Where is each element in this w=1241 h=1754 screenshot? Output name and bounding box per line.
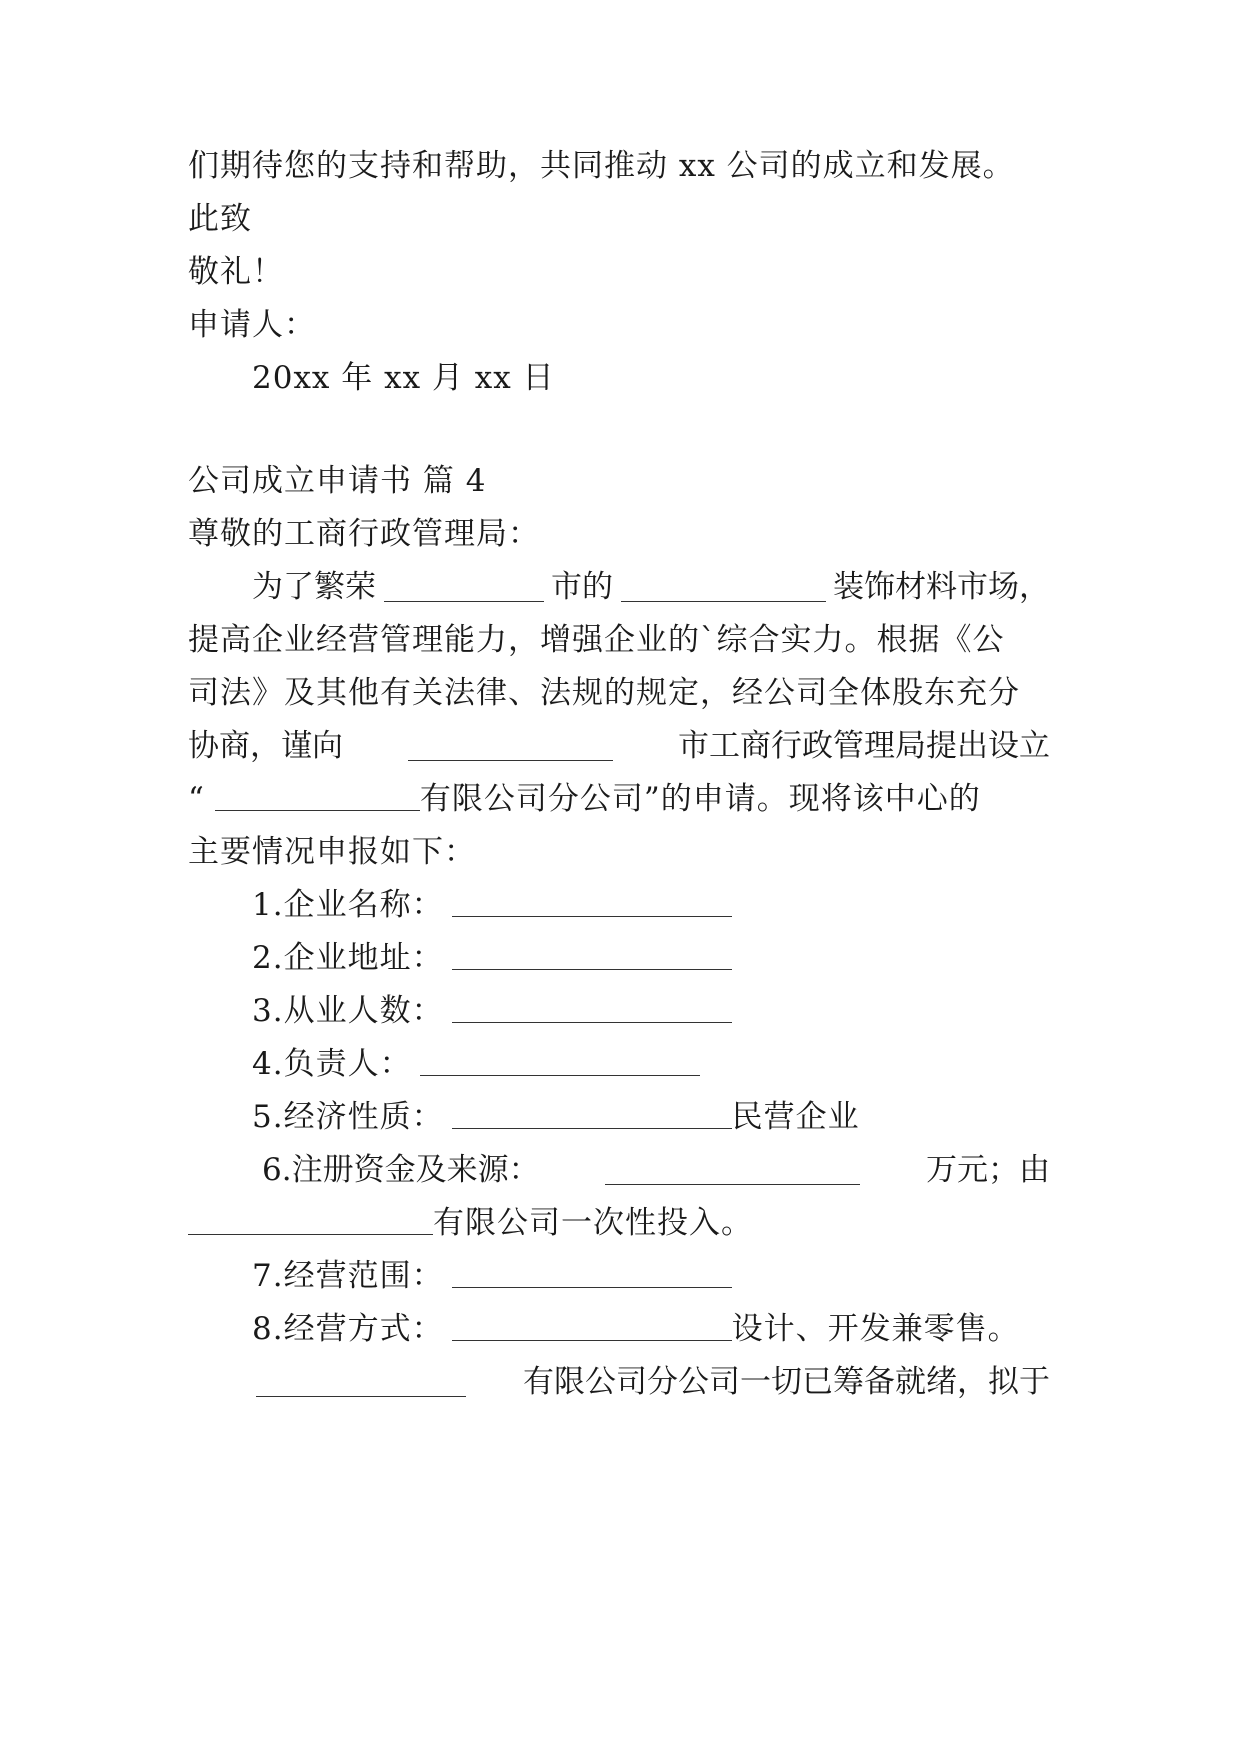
item-company-address — [252, 938, 732, 978]
text-segment: 装饰材料市场， — [833, 569, 1050, 605]
paragraph-line-1 — [252, 567, 1050, 607]
paragraph-last-line — [256, 1362, 1050, 1402]
letter-closing-line: 们期待您的支持和帮助，共同推动 xx 公司的成立和发展。 — [188, 148, 1015, 184]
text-segment: 有限公司一次性投入。 — [433, 1205, 753, 1241]
text-segment: 有限公司分公司一切已筹备就绪，拟于 — [523, 1364, 1050, 1400]
blank-field — [452, 1259, 732, 1288]
paragraph-line-3: 司法》及其他有关法律、法规的规定，经公司全体股东充分 — [188, 675, 1020, 711]
item-label: 3.从业人数： — [252, 993, 444, 1029]
item-label: 2.企业地址： — [252, 940, 444, 976]
blank-field — [256, 1368, 466, 1397]
blank-field — [605, 1156, 860, 1185]
addressee: 尊敬的工商行政管理局： — [188, 516, 540, 552]
blank-field — [452, 994, 732, 1023]
item-economic-nature — [252, 1097, 860, 1137]
text-segment: 为了繁荣 — [252, 569, 376, 605]
item-person-in-charge — [252, 1044, 700, 1084]
salutation-line-2: 敬礼！ — [188, 254, 284, 290]
text-segment: 有限公司分公司”的申请。现将该中心的 — [419, 781, 981, 817]
paragraph-line-4 — [188, 726, 1050, 766]
item-registered-capital — [262, 1150, 1050, 1190]
item-label: 5.经济性质： — [252, 1099, 444, 1135]
text-segment: 设计、开发兼零售。 — [731, 1311, 1020, 1347]
text-segment: 万元；由 — [925, 1152, 1050, 1188]
blank-field — [452, 1312, 732, 1341]
applicant-label: 申请人： — [188, 307, 316, 343]
text-segment: 市工商行政管理局提出设立 — [678, 728, 1050, 764]
blank-field — [452, 941, 732, 970]
blank-field — [452, 888, 732, 917]
paragraph-line-2: 提高企业经营管理能力，增强企业的`综合实力。根据《公 — [188, 622, 1005, 658]
blank-field — [621, 573, 826, 602]
paragraph-line-6: 主要情况申报如下： — [188, 834, 476, 870]
text-segment: 民营企业 — [731, 1099, 860, 1135]
blank-field — [384, 573, 544, 602]
text-segment: 市的 — [551, 569, 613, 605]
section-heading: 公司成立申请书 篇 4 — [188, 463, 487, 499]
blank-field — [215, 782, 420, 811]
item-business-mode — [252, 1309, 1020, 1349]
item-label: 8.经营方式： — [252, 1311, 444, 1347]
blank-field — [420, 1047, 700, 1076]
item-business-scope — [252, 1256, 732, 1296]
text-segment: 协商，谨向 — [188, 728, 343, 764]
date-line: 20xx 年 xx 月 xx 日 — [252, 360, 555, 396]
item-label: 1.企业名称： — [252, 887, 444, 923]
text-segment: “ — [188, 781, 205, 817]
item-company-name — [252, 885, 732, 925]
paragraph-line-5 — [188, 779, 981, 819]
item-employee-count — [252, 991, 732, 1031]
blank-field — [408, 732, 613, 761]
item-registered-capital-cont — [188, 1203, 753, 1243]
item-label: 4.负责人： — [252, 1046, 412, 1082]
item-label: 6.注册资金及来源： — [262, 1152, 540, 1188]
item-label: 7.经营范围： — [252, 1258, 444, 1294]
blank-field — [452, 1100, 732, 1129]
blank-field — [188, 1206, 433, 1235]
salutation-line-1: 此致 — [188, 201, 252, 237]
